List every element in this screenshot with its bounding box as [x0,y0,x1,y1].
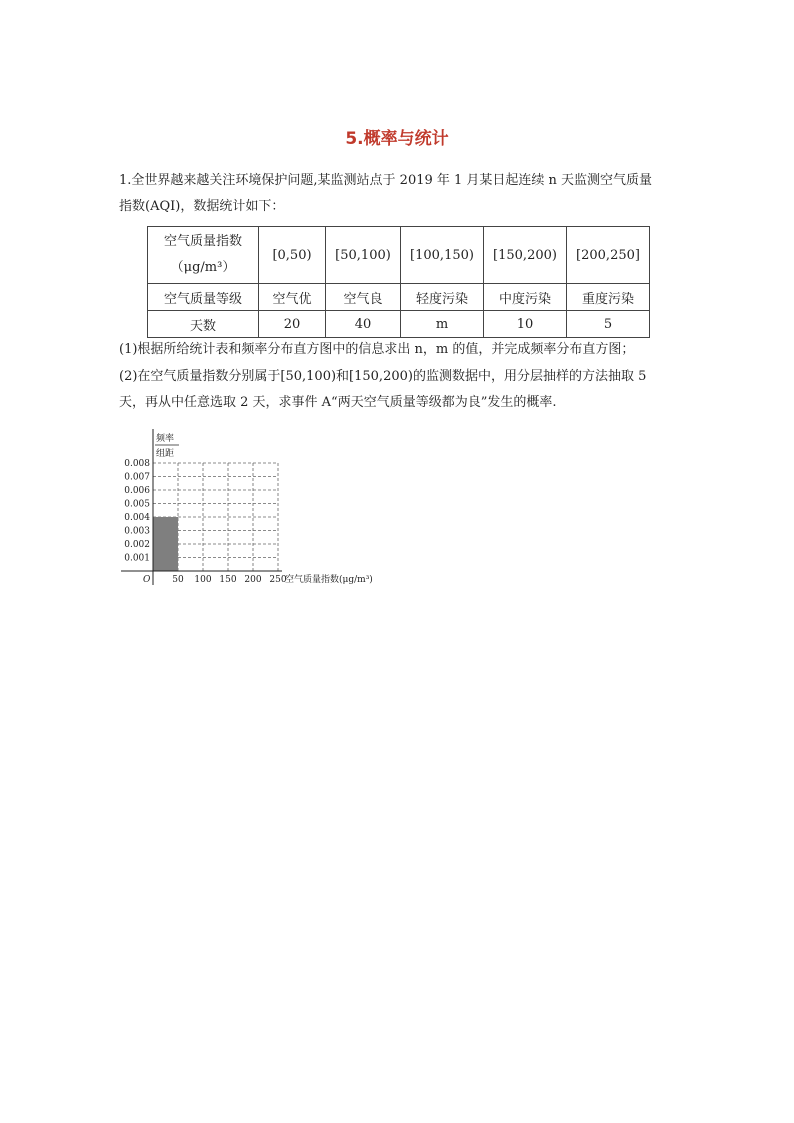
grade-cell: 空气良 [326,284,401,311]
problem-intro [119,168,679,220]
question-2-line-2: 天，再从中任意选取 2 天，求事件 A“两天空气质量等级都为良”发生的概率. [119,395,557,410]
x-tick-label: 250 [269,575,287,585]
x-tick-label: 50 [172,575,184,585]
grade-cell: 中度污染 [484,284,567,311]
x-axis-label: 空气质量指数(μg/m³) [285,575,373,585]
x-tick-label: 150 [219,575,237,585]
y-tick-label: 0.008 [124,459,150,469]
x-tick-label: 200 [244,575,262,585]
table-row [148,284,650,311]
y-tick-label: 0.007 [124,472,150,483]
question-2-line-1: (2)在空气质量指数分别属于[50,100)和[150,200)的监测数据中，用分层抽样的方法抽取 5 [119,369,647,384]
y-tick-label: 0.006 [124,486,150,496]
y-label-numerator: 频率 [156,434,175,444]
origin-label: O [143,575,151,585]
histogram-bars [153,517,178,571]
grade-label-cell: 空气质量等级 [148,284,259,311]
intro-line-1: 1.全世界越来越关注环境保护问题,某监测站点于 2019 年 1 月某日起连续 n 天监测空气质量 [119,173,653,188]
table-row [148,311,650,338]
page-title: 5.概率与统计 [345,129,449,149]
interval-cell: [0,50) [259,227,326,284]
header-label-2: （μg/m³） [170,260,236,275]
table-row [148,227,650,284]
histogram-bar [153,517,178,571]
days-cell: 10 [484,311,567,338]
grade-cell: 空气优 [259,284,326,311]
y-tick-label: 0.003 [124,526,150,537]
days-label-cell: 天数 [148,311,259,338]
intro-line-2: 指数(AQⅠ)，数据统计如下： [119,199,285,214]
header-cell [148,227,259,284]
frequency-histogram [110,415,410,590]
interval-cell: [150,200) [484,227,567,284]
grade-cell: 重度污染 [567,284,650,311]
grade-cell: 轻度污染 [401,284,484,311]
y-tick-label: 0.004 [124,513,150,523]
y-label-denominator: 组距 [156,449,175,459]
y-tick-label: 0.005 [124,499,150,510]
days-cell: m [401,311,484,338]
x-tick-label: 100 [194,575,212,585]
interval-cell: [100,150) [401,227,484,284]
header-label-1: 空气质量指数 [163,234,242,249]
days-cell: 5 [567,311,650,338]
interval-cell: [50,100) [326,227,401,284]
days-cell: 40 [326,311,401,338]
y-tick-label: 0.001 [124,553,150,564]
y-tick-label: 0.002 [124,540,150,550]
aqi-stats-table [147,226,650,338]
interval-cell: [200,250] [567,227,650,284]
question-1: (1)根据所给统计表和频率分布直方图中的信息求出 n，m 的值，并完成频率分布直方图； [119,342,635,357]
days-cell: 20 [259,311,326,338]
